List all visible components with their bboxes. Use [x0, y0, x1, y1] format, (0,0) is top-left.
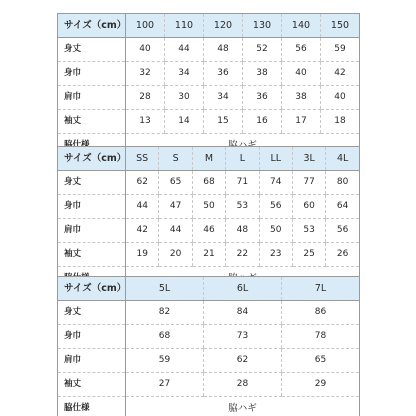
table-cell: 44 [126, 195, 159, 219]
table-cell: 46 [192, 219, 225, 243]
table-row [58, 110, 360, 134]
size-header-cell: 130 [243, 14, 282, 38]
size-header-cell: LL [259, 147, 292, 171]
table-cell: 23 [259, 243, 292, 267]
table-cell: 42 [321, 62, 360, 86]
table-cell: 44 [165, 38, 204, 62]
table-cell: 16 [243, 110, 282, 134]
table-cell: 64 [326, 195, 360, 219]
table-cell: 73 [204, 325, 282, 349]
table-cell: 59 [321, 38, 360, 62]
table-cell: 68 [126, 325, 204, 349]
side-spec-value: 脇ハギ [228, 402, 257, 414]
row-label: 身巾 [58, 62, 126, 86]
table-cell: 30 [165, 86, 204, 110]
table-cell: 47 [159, 195, 192, 219]
table-cell: 14 [165, 110, 204, 134]
table-cell: 56 [326, 219, 360, 243]
row-label: 袖丈 [58, 243, 126, 267]
table-cell: 40 [282, 62, 321, 86]
size-header-label: サイズ（cm） [58, 277, 126, 301]
table-cell: 56 [282, 38, 321, 62]
table-cell: 86 [282, 301, 360, 325]
row-label: 袖丈 [58, 373, 126, 397]
table-row [58, 195, 360, 219]
table-cell: 38 [282, 86, 321, 110]
row-label: 身丈 [58, 38, 126, 62]
table-cell: 22 [226, 243, 259, 267]
table-row [58, 171, 360, 195]
table-cell: 40 [321, 86, 360, 110]
size-header-cell: 3L [292, 147, 325, 171]
table-cell: 60 [292, 195, 325, 219]
size-header-cell: 4L [326, 147, 360, 171]
size-header-cell: SS [126, 147, 159, 171]
table-cell: 53 [226, 195, 259, 219]
table-cell: 44 [159, 219, 192, 243]
size-header-cell: 140 [282, 14, 321, 38]
table-cell: 56 [259, 195, 292, 219]
table-row [58, 349, 360, 373]
table-row [58, 373, 360, 397]
size-header-cell: 110 [165, 14, 204, 38]
table-cell: 74 [259, 171, 292, 195]
table-cell: 29 [282, 373, 360, 397]
size-header-label: サイズ（cm） [58, 147, 126, 171]
size-header-cell: 5L [126, 277, 204, 301]
table-cell: 48 [226, 219, 259, 243]
table-cell: 18 [321, 110, 360, 134]
table-cell: 21 [192, 243, 225, 267]
size-table-adult [57, 146, 360, 291]
table-cell: 65 [159, 171, 192, 195]
table-cell: 59 [126, 349, 204, 373]
table-row-side-spec [58, 397, 360, 416]
table-cell: 25 [292, 243, 325, 267]
size-header-cell: S [159, 147, 192, 171]
table-cell: 78 [282, 325, 360, 349]
table-cell: 53 [292, 219, 325, 243]
row-label: 脇仕様 [58, 397, 126, 416]
table-header-row [58, 14, 360, 38]
table-cell: 84 [204, 301, 282, 325]
table-header-row [58, 277, 360, 301]
size-table-kids [57, 13, 360, 158]
row-label: 袖丈 [58, 110, 126, 134]
table-row [58, 38, 360, 62]
table-cell: 65 [282, 349, 360, 373]
table-cell: 34 [204, 86, 243, 110]
table-cell: 52 [243, 38, 282, 62]
table-header-row [58, 147, 360, 171]
table-row [58, 62, 360, 86]
size-table-large [57, 276, 360, 416]
size-header-cell: 100 [126, 14, 165, 38]
table-cell: 50 [259, 219, 292, 243]
size-header-label: サイズ（cm） [58, 14, 126, 38]
table-cell: 27 [126, 373, 204, 397]
table-cell: 15 [204, 110, 243, 134]
table-row [58, 243, 360, 267]
size-header-cell: M [192, 147, 225, 171]
size-header-cell: 120 [204, 14, 243, 38]
table-cell: 36 [243, 86, 282, 110]
table-cell: 77 [292, 171, 325, 195]
table-row [58, 325, 360, 349]
table-cell: 13 [126, 110, 165, 134]
size-header-cell: 6L [204, 277, 282, 301]
table-cell: 20 [159, 243, 192, 267]
table-cell: 28 [204, 373, 282, 397]
size-header-cell: L [226, 147, 259, 171]
table-row [58, 219, 360, 243]
table-cell: 38 [243, 62, 282, 86]
row-label: 身丈 [58, 171, 126, 195]
table-cell: 62 [204, 349, 282, 373]
table-cell: 80 [326, 171, 360, 195]
row-label: 身丈 [58, 301, 126, 325]
table-cell: 26 [326, 243, 360, 267]
table-cell: 71 [226, 171, 259, 195]
table-cell: 82 [126, 301, 204, 325]
table-cell: 17 [282, 110, 321, 134]
row-label: 身巾 [58, 325, 126, 349]
row-label: 肩巾 [58, 349, 126, 373]
row-label: 肩巾 [58, 219, 126, 243]
row-label: 身巾 [58, 195, 126, 219]
table-cell: 68 [192, 171, 225, 195]
table-row [58, 301, 360, 325]
table-row [58, 86, 360, 110]
table-cell: 42 [126, 219, 159, 243]
table-cell: 40 [126, 38, 165, 62]
table-cell: 62 [126, 171, 159, 195]
table-cell: 36 [204, 62, 243, 86]
size-header-cell: 150 [321, 14, 360, 38]
size-header-cell: 7L [282, 277, 360, 301]
table-cell: 32 [126, 62, 165, 86]
table-cell: 48 [204, 38, 243, 62]
table-cell: 28 [126, 86, 165, 110]
table-cell: 34 [165, 62, 204, 86]
row-label: 肩巾 [58, 86, 126, 110]
table-cell: 19 [126, 243, 159, 267]
table-cell: 50 [192, 195, 225, 219]
